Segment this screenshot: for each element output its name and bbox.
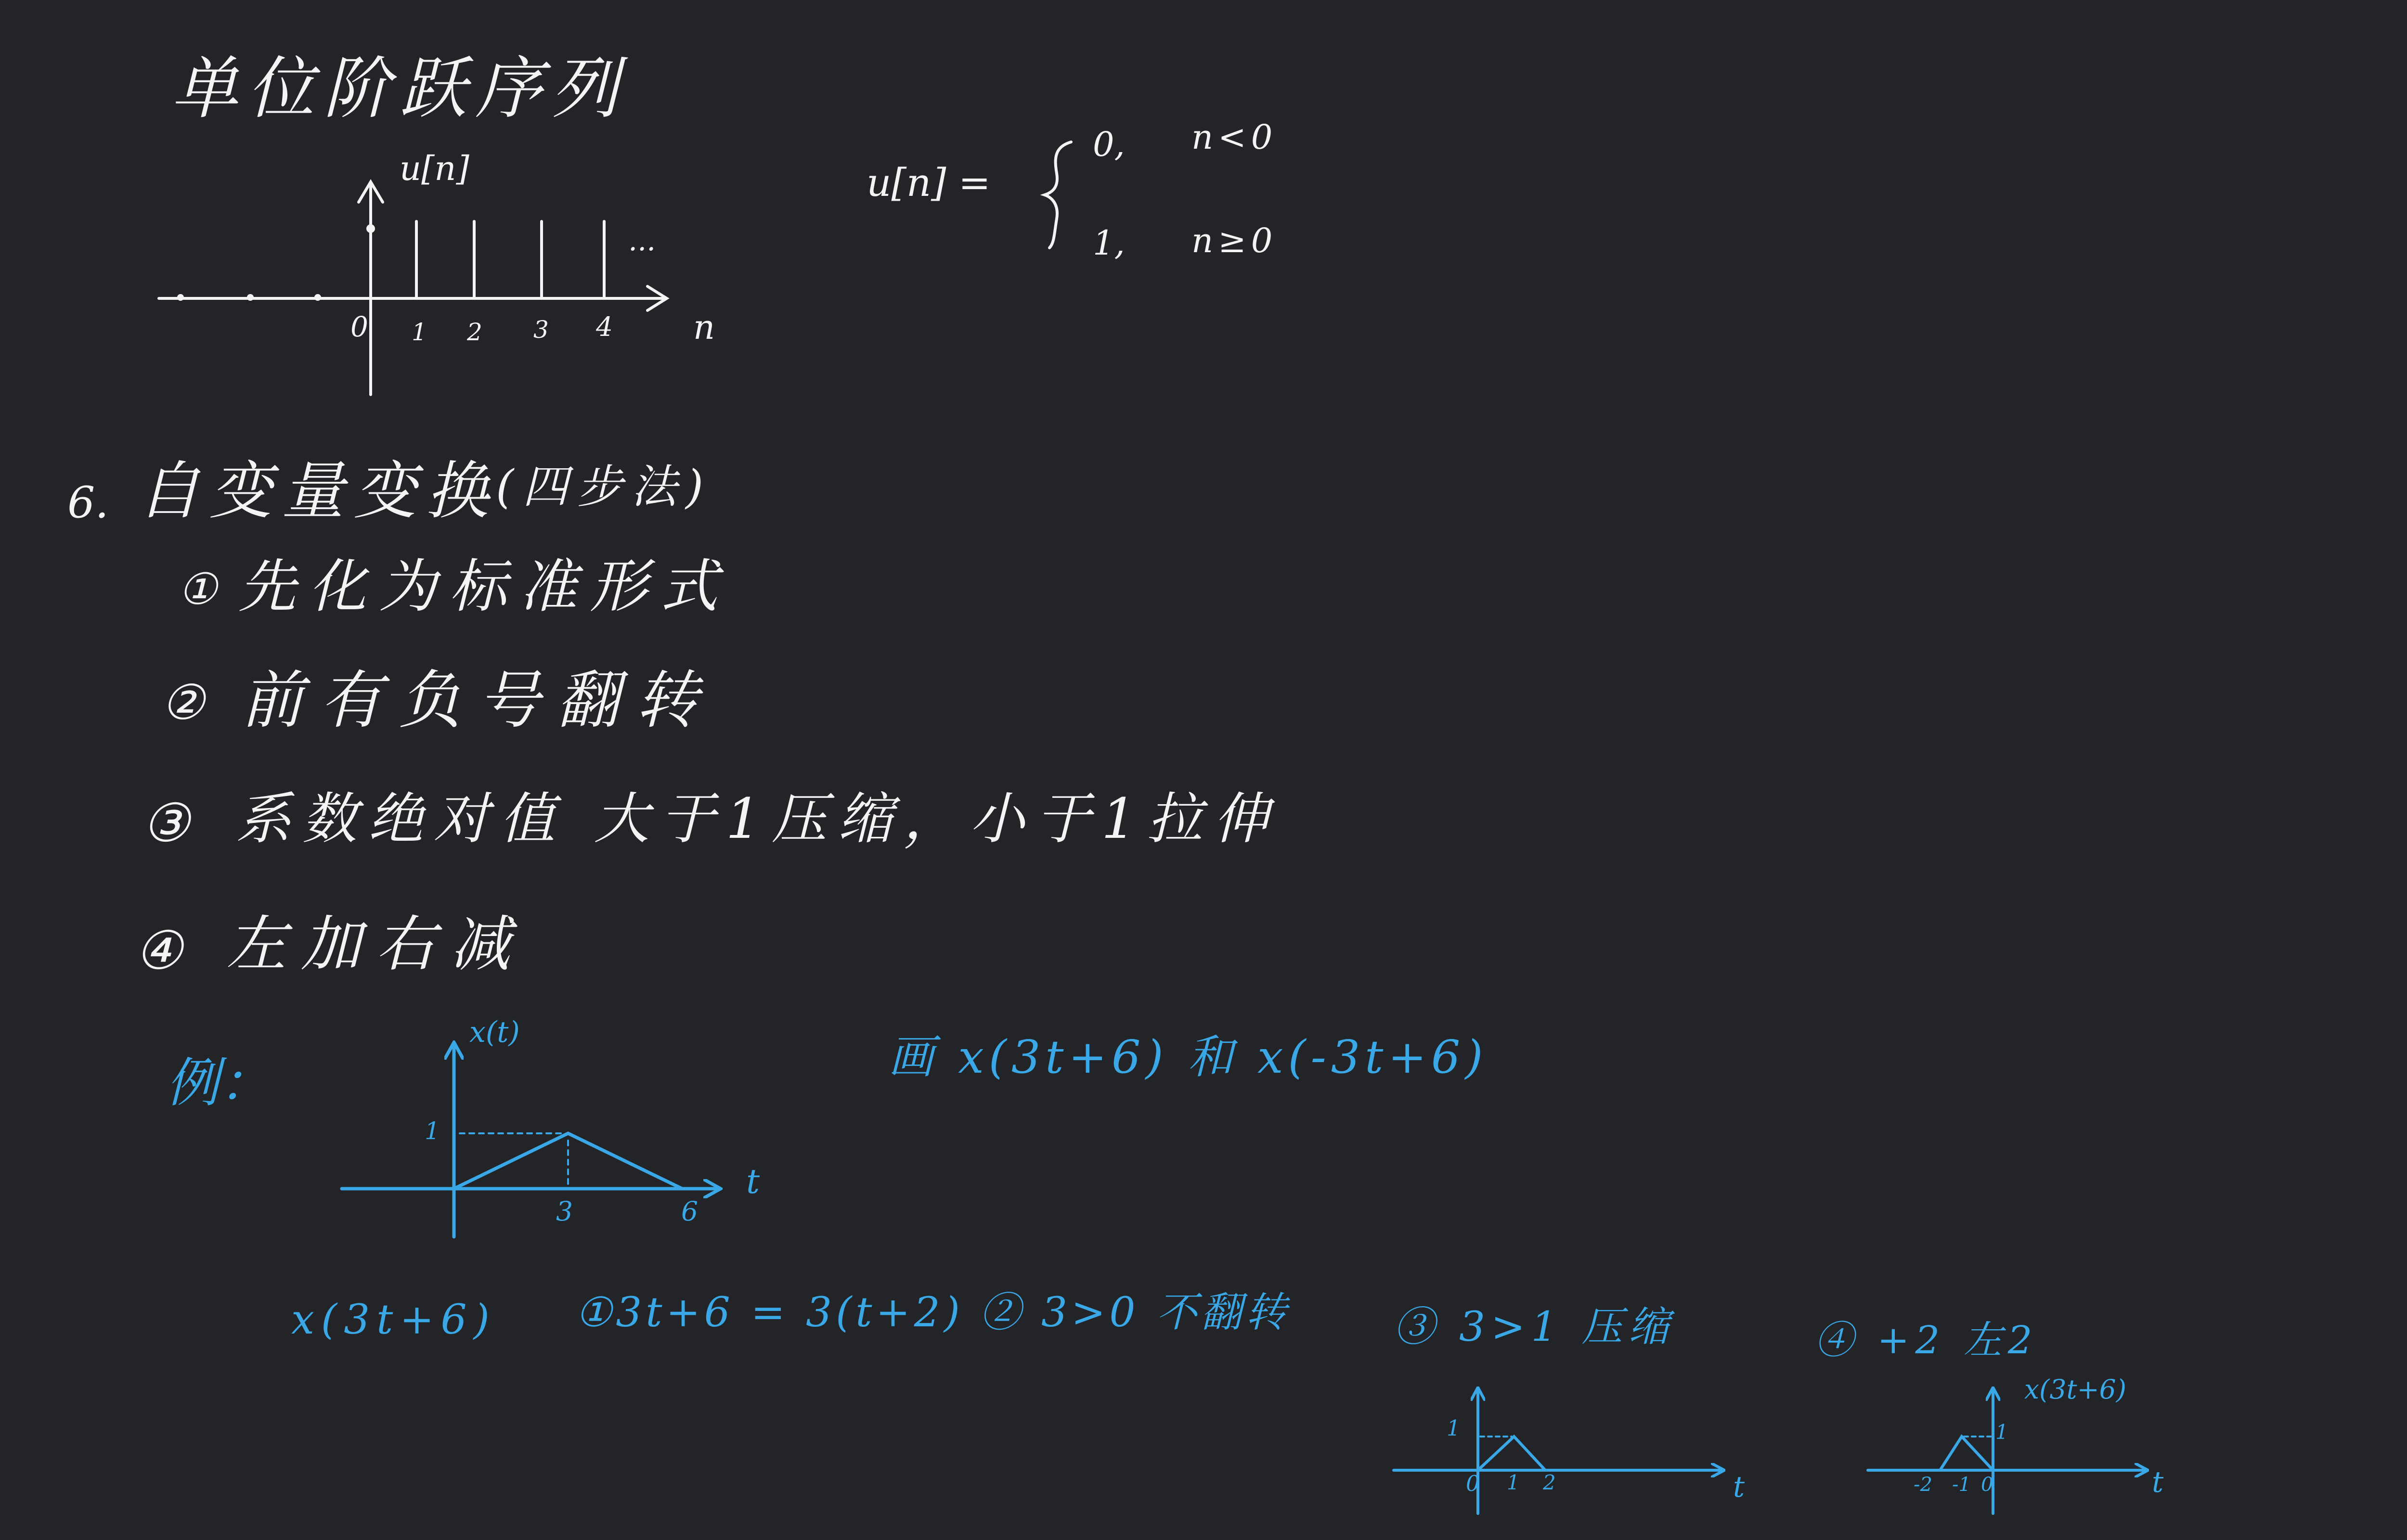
section-method: (四步法) <box>496 461 712 513</box>
solution-step2: ② 3>0 不翻转 <box>980 1289 1291 1336</box>
unit-step-plot <box>159 182 667 395</box>
step4-graph-x-label: t <box>2152 1465 2164 1499</box>
step3-graph-x-label: t <box>1733 1470 1745 1504</box>
solution-step4: ④ +2 左2 <box>1815 1318 2038 1362</box>
unit-step-title: 单位阶跃序列 <box>171 50 628 128</box>
step4-graph-x-tick-neg2: -2 <box>1914 1474 1932 1496</box>
unit-step-tick-3: 3 <box>533 316 549 344</box>
step1-mark: ① <box>178 564 217 615</box>
step3-text: 系数绝对值 大于1压缩，小于1拉伸 <box>236 787 1279 851</box>
step3-graph-x-tick-2: 2 <box>1543 1471 1556 1494</box>
step3-triangle <box>1478 1437 1545 1470</box>
definition-case2-value: 1, <box>1093 223 1125 263</box>
step3-graph <box>1394 1388 1723 1514</box>
piecewise-brace <box>1045 142 1071 248</box>
example-xt-graph <box>342 1043 720 1237</box>
example-x-tick-3: 3 <box>556 1196 573 1227</box>
step4-mark: ④ <box>135 920 182 981</box>
example-y-tick: 1 <box>425 1117 440 1145</box>
example-label: 例： <box>166 1052 272 1114</box>
step3-graph-x-tick-0: 0 <box>1466 1471 1480 1496</box>
solution-step3: ③ 3>1 压缩 <box>1394 1303 1675 1351</box>
unit-step-tick-2: 2 <box>467 318 482 346</box>
step4-graph-x-tick-neg1: -1 <box>1952 1474 1971 1496</box>
example-y-label: x(t) <box>469 1015 520 1049</box>
step4-graph <box>1868 1388 2147 1514</box>
unit-step-axis-var: n <box>693 308 715 347</box>
unit-step-ellipsis: ... <box>628 224 656 257</box>
unit-step-tick-0: 0 <box>350 310 368 343</box>
step2-mark: ② <box>161 674 205 731</box>
step4-graph-x-tick-0: 0 <box>1981 1474 1993 1496</box>
definition-case2-cond: n≥0 <box>1191 221 1278 260</box>
step3-graph-y-tick: 1 <box>1447 1415 1461 1441</box>
example-x-tick-6: 6 <box>681 1196 698 1227</box>
step2-text: 前有负号翻转 <box>241 664 715 737</box>
solution-step1: ①3t+6 = 3(t+2) <box>575 1289 964 1336</box>
unit-step-tick-4: 4 <box>596 311 613 342</box>
step4-graph-y-label: x(3t+6) <box>2024 1374 2127 1405</box>
step3-graph-x-tick-1: 1 <box>1507 1471 1520 1494</box>
step1-text: 先化为标准形式 <box>238 553 730 620</box>
step4-text: 左加右减 <box>226 910 525 979</box>
step4-graph-y-tick: 1 <box>1995 1420 2008 1444</box>
definition-lhs: u[n] = <box>867 160 991 205</box>
example-x-label: t <box>746 1162 760 1201</box>
example-task: 画 x(3t+6) 和 x(-3t+6) <box>888 1031 1488 1084</box>
solution-expr: x(3t+6) <box>291 1296 496 1344</box>
definition-case1-value: 0, <box>1093 125 1125 164</box>
section-title: 自变量变换 <box>137 454 499 527</box>
step3-mark: ③ <box>142 792 190 854</box>
definition-case1-cond: n<0 <box>1191 117 1278 157</box>
step4-triangle <box>1940 1437 1993 1470</box>
unit-step-graph-label: u[n] <box>400 149 469 188</box>
unit-step-tick-1: 1 <box>412 318 427 346</box>
section-number: 6. <box>67 477 109 528</box>
